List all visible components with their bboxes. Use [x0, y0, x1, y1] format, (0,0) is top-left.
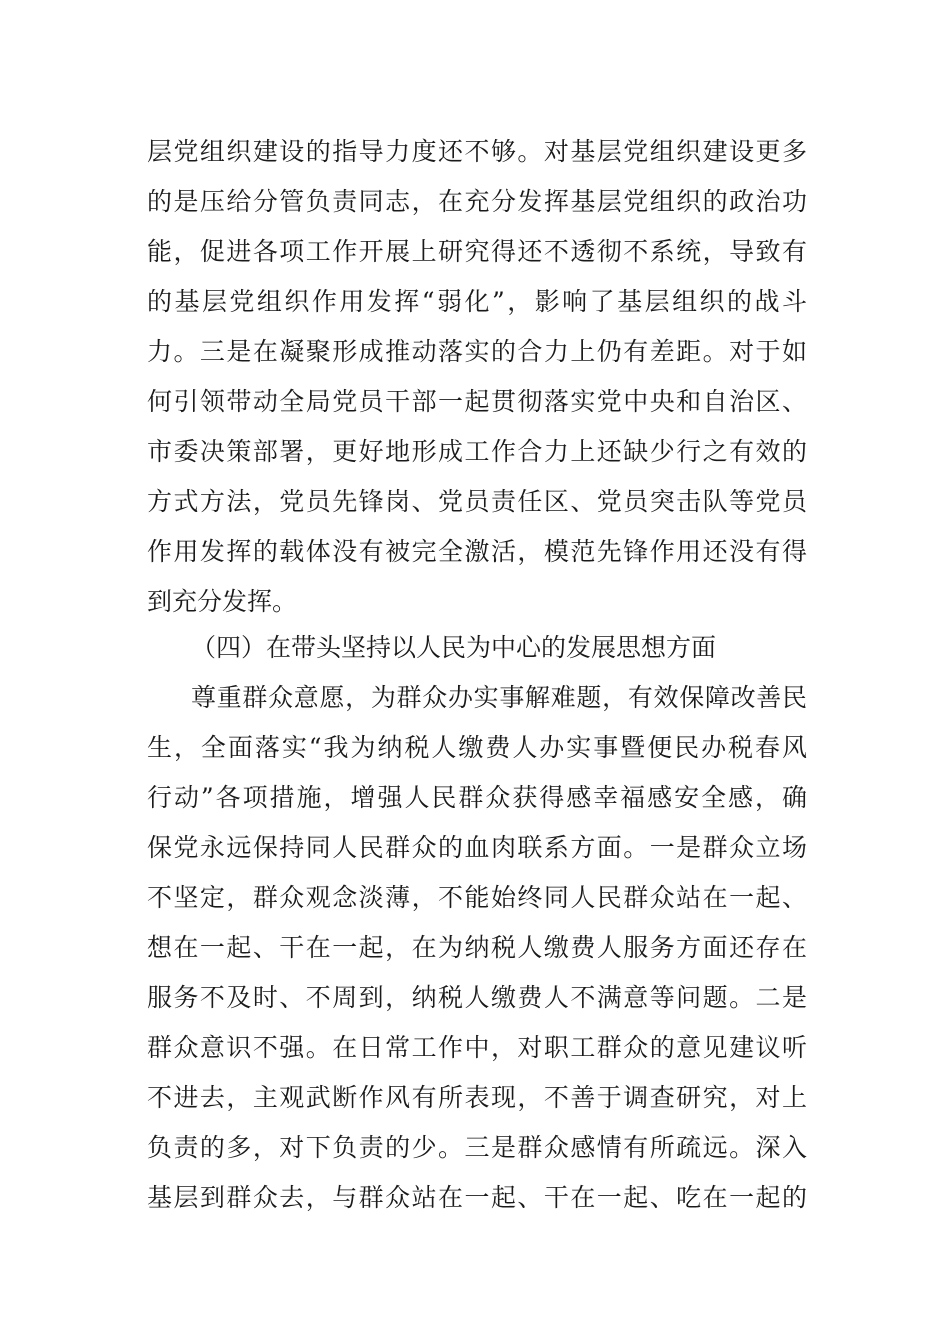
text-line: 群众意识不强。在日常工作中，对职工群众的意见建议听	[147, 1033, 807, 1062]
text-line: 想在一起、干在一起，在为纳税人缴费人服务方面还存在	[147, 933, 807, 962]
text-line: 层党组织建设的指导力度还不够。对基层党组织建设更多	[147, 137, 807, 166]
text-line: 市委决策部署，更好地形成工作合力上还缺少行之有效的	[147, 437, 807, 466]
text-line: 何引领带动全局党员干部一起贯彻落实党中央和自治区、	[147, 387, 807, 416]
text-line: 不坚定，群众观念淡薄，不能始终同人民群众站在一起、	[147, 883, 807, 912]
text-line: 行动”各项措施，增强人民群众获得感幸福感安全感，确	[147, 783, 807, 812]
text-line: 方式方法，党员先锋岗、党员责任区、党员突击队等党员	[147, 487, 807, 516]
text-line: 基层到群众去，与群众站在一起、干在一起、吃在一起的	[147, 1183, 807, 1212]
text-line: 的基层党组织作用发挥“弱化”，影响了基层组织的战斗	[147, 287, 807, 316]
text-line: 服务不及时、不周到，纳税人缴费人不满意等问题。二是	[147, 983, 807, 1012]
text-line: 的是压给分管负责同志，在充分发挥基层党组织的政治功	[147, 187, 807, 216]
text-line: 作用发挥的载体没有被完全激活，模范先锋作用还没有得	[147, 537, 807, 566]
text-line: 生，全面落实“我为纳税人缴费人办实事暨便民办税春风	[147, 733, 807, 762]
text-line: 保党永远保持同人民群众的血肉联系方面。一是群众立场	[147, 833, 807, 862]
text-line: 到充分发挥。	[147, 587, 298, 616]
text-line: 能，促进各项工作开展上研究得还不透彻不系统，导致有	[147, 237, 807, 266]
text-line: 负责的多，对下负责的少。三是群众感情有所疏远。深入	[147, 1133, 807, 1162]
text-line: 不进去，主观武断作风有所表现，不善于调查研究，对上	[147, 1083, 807, 1112]
text-line: 力。三是在凝聚形成推动落实的合力上仍有差距。对于如	[147, 337, 807, 366]
text-line: 尊重群众意愿，为群众办实事解难题，有效保障改善民	[191, 683, 807, 712]
section-heading: （四）在带头坚持以人民为中心的发展思想方面	[191, 633, 717, 662]
